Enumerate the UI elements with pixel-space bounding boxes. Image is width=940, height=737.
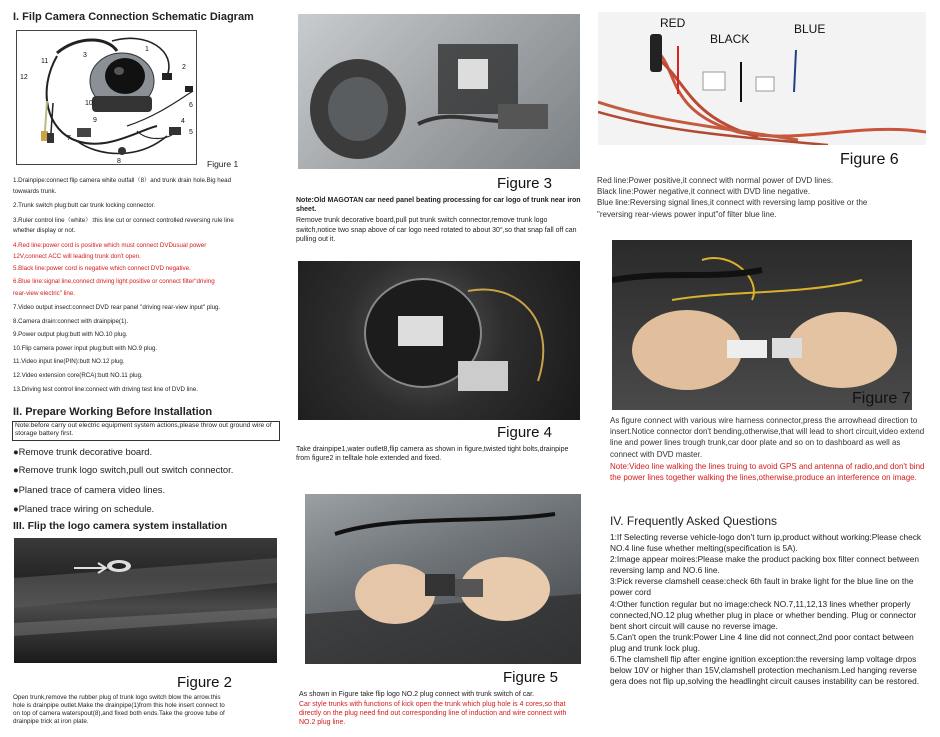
list-item-warning: rear-view electric" line.: [13, 290, 76, 298]
figure3-label: Figure 3: [497, 175, 553, 192]
list-item-warning: 12V,connect ACC will leading trunk don't open.: [13, 252, 141, 260]
faq-item: 5.Can't open the trunk:Power Line 4 line did not connect,2nd poor contact between plug and trunk lock plug.: [610, 631, 914, 653]
figure3-note: Note:Old MAGOTAN car need panel beating processing for car logo of trunk near iron sheet.: [296, 197, 581, 214]
figure5-caption: As shown in Figure take flip logo NO.2 plug connect with trunk switch of car.: [299, 691, 535, 698]
component-list: [13, 176, 275, 395]
list-item-warning: 6.Blue line:signal line,connect driving light positive or connect filter"driving: [13, 277, 215, 285]
caption-line: drainpipe trick at iron plate.: [13, 718, 89, 725]
diagram-number: 12: [20, 74, 28, 81]
wire-label-red: RED: [660, 16, 686, 30]
diagram-number: 1: [145, 46, 149, 53]
section3-title: III. Flip the logo camera system installation: [13, 520, 228, 532]
faq-title: IV. Frequently Asked Questions: [610, 514, 777, 528]
figure5-photo: [305, 494, 581, 664]
list-item: towwards trunk.: [13, 187, 57, 195]
diagram-number: 2: [182, 64, 186, 71]
diagram-number: 6: [189, 102, 193, 109]
figure4-photo: [298, 261, 580, 420]
wiring-diagram: [17, 31, 198, 166]
section1-title: I. Filp Camera Connection Schematic Diagram: [13, 11, 254, 23]
figure5-warning: Car style trunks with functions of kick open the trunk which plug hole is 4 cores,so that directly on the plug need find out corresponding line of induction and wire connect with NO.2 plug line.: [299, 701, 567, 727]
diagram-number: 7: [67, 135, 71, 142]
figure4-caption: Take drainpipe1,water outlet8,flip camera as shown in figure,twisted tight bolts,drainpipe from figure2 in telltale hole extended and fixed.: [296, 446, 569, 463]
wire-label-black: BLACK: [710, 32, 750, 46]
bullet-item: ●Remove trunk logo switch,pull out switch connector.: [13, 464, 234, 475]
figure5-label: Figure 5: [503, 669, 559, 686]
faq-item: 6.The clamshell flip after engine ignition exception:the reversing lamp voltage drpos below 10V or higher than 15V,clamshell protection mechanism.Led hanging reverse gera does not flip up,solving the headlinght circuit causes instability can be restored.: [610, 654, 920, 687]
figure6-photo: [598, 12, 926, 145]
faq-item: 4:Other function regular but no image:check NO.7,11,12,13 lines whether properly connected,NO.12 plug whether plug in place or whether bending. Plug or connector bent short circuit will cause no reverse image.: [610, 598, 917, 631]
diagram-number: 4: [181, 118, 185, 125]
diagram-number: 5: [189, 129, 193, 136]
faq-item: 1:If Selecting reverse vehicle-logo don't turn ip,product without working:Please check NO.4 line fuse whether melting(specification is 5A).: [610, 532, 922, 554]
figure6-caption: [597, 175, 927, 220]
faq-list: [610, 532, 930, 687]
diagram-number: 11: [41, 58, 49, 65]
list-item: 2.Trunk switch plug:butt car trunk locking connector.: [13, 202, 156, 210]
section2-title: II. Prepare Working Before Installation: [13, 406, 213, 418]
figure7-warning: Note:Video line walking the lines truing to avoid GPS and antenna of radio,and don't bind the power lines together walking the lines,otherwise,produce an interference on image.: [610, 462, 925, 483]
list-item: 13.Driving test control line:connect with driving test line of DVD line.: [13, 385, 199, 393]
diagram-number: 8: [117, 158, 121, 165]
diagram-number: 10: [85, 100, 93, 107]
list-item-warning: 4.Red line:power cord is positive which must connect DVDusual power: [13, 241, 207, 249]
note-box: Note:before carry out electric equipment system actions,please throw out ground wire of storage battery first.: [12, 421, 280, 441]
caption-line: Open trunk,remove the rubber plug of trunk logo switch blow the arrow.this: [13, 694, 221, 701]
figure2-photo: [14, 538, 277, 663]
caption-line: "reversing rear-views power input"of filter blue line.: [597, 209, 777, 219]
list-item: whether display or not.: [13, 227, 76, 235]
figure2-caption: [13, 694, 283, 726]
figure1-label: Figure 1: [207, 159, 239, 169]
figure7-photo: [612, 240, 912, 410]
diagram-number: 3: [83, 52, 87, 59]
figure3-photo: [298, 14, 580, 169]
diagram-number: 9: [93, 117, 97, 124]
list-item: 10.Flip camera power input plug:butt with NO.9 plug.: [13, 344, 158, 352]
faq-item: 2:Image appear moires:Please make the product packing box filter connect between reversing lamp and NO.6 line.: [610, 554, 920, 576]
wire-label-blue: BLUE: [794, 22, 826, 36]
list-item: 11.Video input line(PIN):butt NO.12 plug.: [13, 358, 125, 366]
figure7-label: Figure 7: [852, 390, 911, 407]
list-item-warning: 5.Black line:power cord is negative which connect DVD negative.: [13, 265, 191, 273]
figure3-caption: Remove trunk decorative board,pull put trunk switch connector,remove trunk logo switch,notice two snap above of car logo need rotated to about 30°,so that snap fall off can pulling out it.: [296, 217, 577, 244]
figure6-label: Figure 6: [840, 151, 899, 168]
figure4-label: Figure 4: [497, 424, 553, 441]
list-item: 9.Power output plug:butt with NO.10 plug.: [13, 331, 128, 339]
figure2-label: Figure 2: [177, 674, 233, 691]
bullet-item: ●Planed trace wiring on schedule.: [13, 503, 155, 514]
caption-line: hole is drainpipe outlet.Make the drainpipe(1)from this hole insert connect to: [13, 702, 225, 709]
list-item: 8.Camera drain:connect with drainpipe(1).: [13, 317, 129, 325]
figure7-caption: As figure connect with various wire harness connector,press the arrowhead direction to insert.Notice connector don't bending,otherwise,that will lead to short circuit,video extend line and power lines trough trunk,car door plate and so on to dashboard as well as connect with DVD master.: [610, 416, 925, 459]
list-item: 12.Video extension core(RCA):butt NO.11 plug.: [13, 371, 143, 379]
caption-line: Blue line:Reversing signal lines,it connect with reversing lamp positive or the: [597, 198, 868, 208]
faq-item: 3:Pick reverse clamshell cease:check 6th fault in brake light for the blue line on the power cord: [610, 576, 914, 598]
list-item: 7.Video output insect:connect DVD rear panel "driving rear-view input" plug.: [13, 303, 221, 311]
caption-line: Red line:Power positive,it connect with normal power of DVD lines.: [597, 176, 834, 185]
caption-line: Black line:Power negative,it connect with DVD line negative.: [597, 187, 810, 197]
list-item: 3.Ruler control line（white）:this line cut or connect controlled reversing rule line: [13, 216, 234, 224]
figure1-schematic: [16, 30, 197, 165]
caption-line: on top of camera waterspout(8),and fixed both ends.Take the groove tube of: [13, 710, 225, 717]
list-item: 1.Drainpipe:connect flip camera white outfall（8）and trunk drain hole.Big head: [13, 177, 232, 184]
bullet-item: ●Remove trunk decorative board.: [13, 446, 153, 457]
bullet-item: ●Planed trace of camera video lines.: [13, 484, 166, 495]
